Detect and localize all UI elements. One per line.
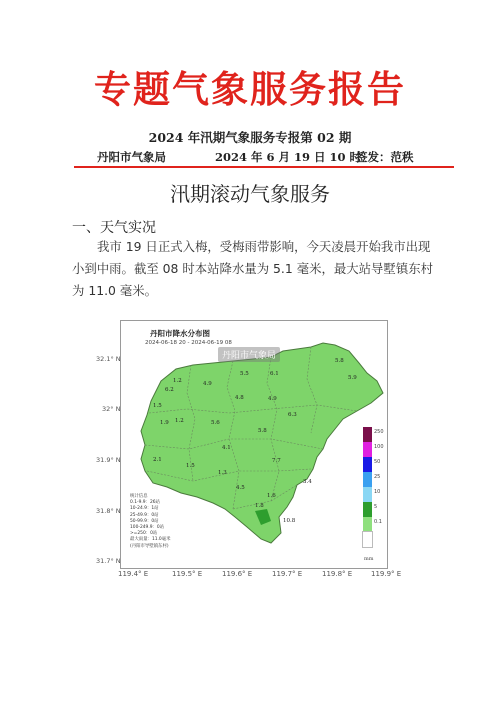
legend-label: 10 [374,489,381,495]
report-title: 专题气象服务报告 [94,68,406,111]
watermark: 丹阳市气象局 [218,347,280,362]
station-value: 1.2 [175,418,184,424]
legend-swatch [363,517,372,532]
station-value: 6.3 [288,412,297,418]
legend-swatch [363,427,372,442]
legend-swatch [363,532,372,547]
signer: 签发：范秩 [356,150,414,164]
lat-tick-label: 31.8° N [96,507,121,515]
issue-date: 2024 年 6 月 19 日 10 时 [215,150,362,164]
lat-tick-label: 32.1° N [96,355,121,363]
station-value: 1.5 [186,463,195,469]
station-value: 1.3 [218,470,227,476]
map-time-range: 2024-06-18 20 - 2024-06-19 08 [145,340,232,346]
stat-line: 最大雨量：11.0毫米 [130,537,171,543]
legend-swatch [363,502,372,517]
lon-tick-label: 119.5° E [172,570,203,578]
lon-tick-label: 119.4° E [118,570,149,578]
stat-line: 10-24.9：1站 [130,506,159,512]
stat-line: 0.1-9.9：26站 [130,500,160,506]
legend-unit: mm [364,556,374,562]
heading-weather: 一、天气实况 [72,220,156,236]
station-value: 1.8 [255,503,264,509]
lat-tick-label: 31.7° N [96,557,121,565]
station-value: 5.9 [348,375,357,381]
station-value: 4.1 [222,445,231,451]
rain-stats [130,494,171,550]
legend-label: 0.1 [374,519,382,525]
agency-name: 丹阳市气象局 [97,150,166,164]
station-value: 5.6 [211,420,220,426]
legend-label: 5 [374,504,378,510]
station-value: 6.1 [270,371,279,377]
station-value: 4.9 [203,381,212,387]
stat-line: 25-49.9：0站 [130,512,159,518]
issue-line: 2024 年汛期气象服务专报第 02 期 [148,130,352,145]
legend-label: 50 [374,459,381,465]
header-divider [74,166,454,168]
legend-label: 100 [374,444,384,450]
station-value-max: 10.8 [283,518,296,524]
legend-swatch [363,457,372,472]
legend-label: 250 [374,429,384,435]
station-value: 5.8 [335,358,344,364]
legend-label: 25 [374,474,381,480]
station-value: 5.5 [240,371,249,377]
station-value: 1.5 [153,403,162,409]
station-value: 3.4 [303,479,312,485]
station-value: 7.7 [272,458,281,464]
station-value: 5.8 [258,428,267,434]
stat-line: 统计信息 [130,494,148,499]
weather-paragraph: 我市 19 日正式入梅，受梅雨带影响，今天凌晨开始我市出现小到中雨。截至 08 时本站降水量为 5.1 毫米，最大站导墅镇东村为 11.0 毫米。 [72,239,433,298]
stat-line: >=250：0站 [130,531,158,537]
station-value: 4.8 [235,395,244,401]
lat-tick-label: 31.9° N [96,456,121,464]
lon-tick-label: 119.6° E [222,570,253,578]
station-value: 1.6 [267,493,276,499]
lon-tick-label: 119.7° E [272,570,303,578]
station-value: 4.9 [268,396,277,402]
station-value: 6.2 [165,387,174,393]
stat-line: 50-99.9：0站 [130,518,159,524]
station-value: 4.5 [236,485,245,491]
map-title: 丹阳市降水分布图 [150,329,210,338]
station-value: 1.2 [173,378,182,384]
station-value: 2.1 [153,457,162,463]
stat-line: 100-249.9：0站 [130,525,165,531]
stat-line: (丹阳市导墅镇东村) [130,543,169,549]
lat-tick-label: 32° N [102,405,121,413]
legend-swatch [363,487,372,502]
station-value: 1.9 [160,420,169,426]
section-title: 汛期滚动气象服务 [170,182,330,206]
legend-swatch [363,472,372,487]
lon-tick-label: 119.9° E [371,570,402,578]
legend-swatch [363,442,372,457]
lon-tick-label: 119.8° E [322,570,353,578]
